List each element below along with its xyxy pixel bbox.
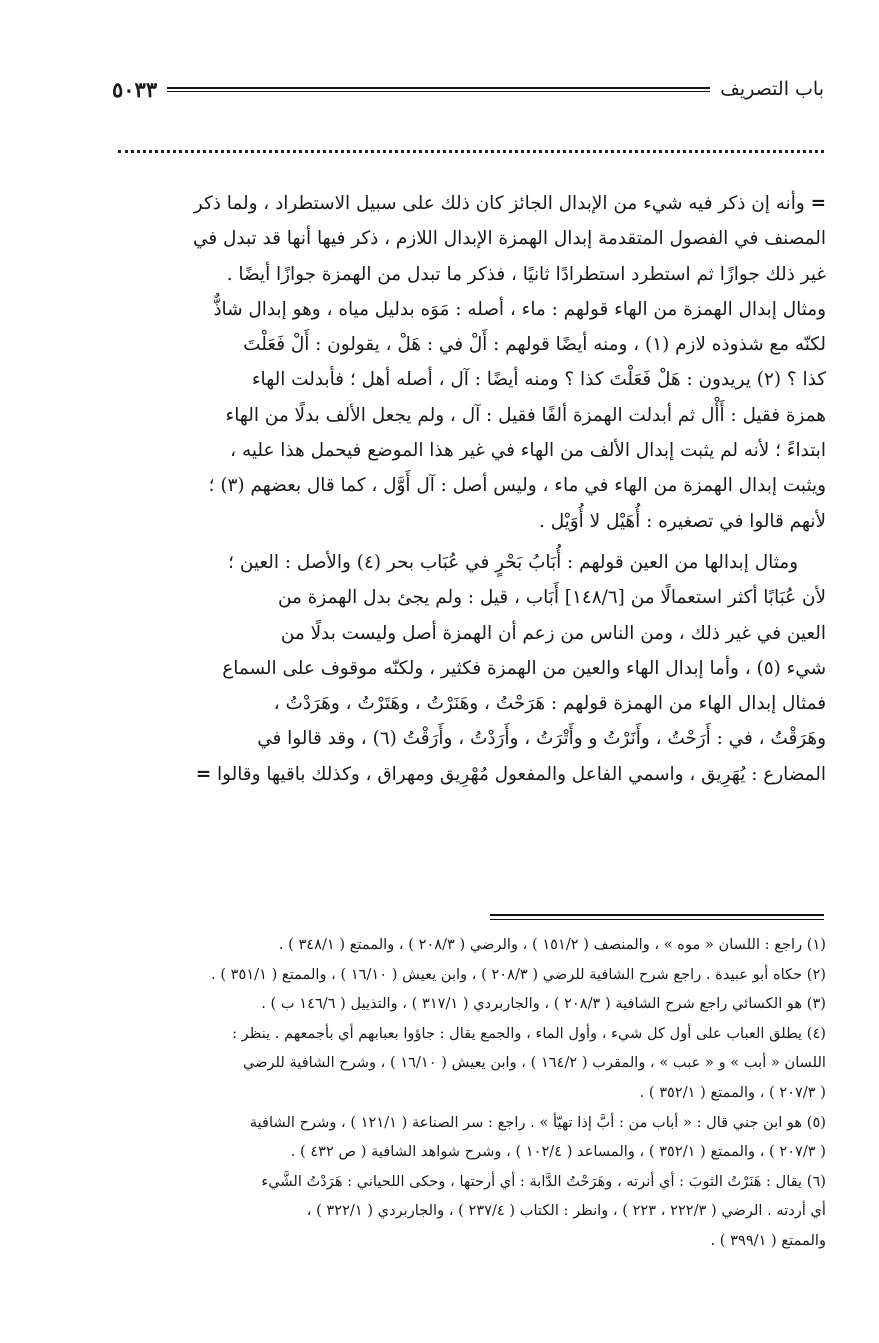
footnote-line: ( ٢٠٧/٣ ) ، والممتع ( ٣٥٢/١ ) ، والمساعد ( ١٠٢/٤ ) ، وشرح شواهد الشافية ( ص ٤٣٢ ) . <box>290 1143 826 1161</box>
footnote-line: اللسان « أبب » و « عبب » ، والمقرب ( ١٦٤/٢ ) ، وابن يعيش ( ١٦/١٠ ) ، وشرح الشافية للرضي <box>242 1054 826 1072</box>
footnote-line: ( ٢٠٧/٣ ) ، والممتع ( ٣٥٢/١ ) . <box>639 1083 826 1101</box>
text-line: العين في غير ذلك ، ومن الناس من زعم أن الهمزة أصل وليست بدلًا من <box>280 622 826 644</box>
text-line: لأنهم قالوا في تصغيره : أُهَيْل لا أُوَيْل . <box>539 510 826 532</box>
footnote-line: (٣) هو الكسائي راجع شرح الشافية ( ٢٠٨/٣ ) ، والجاربردي ( ٣١٧/١ ) ، والتذييل ( ١٤٦/٦ ب ) . <box>261 995 826 1013</box>
header-rule <box>167 87 710 92</box>
page-number: ٥٠٣٣ <box>112 76 158 102</box>
dotted-separator <box>118 150 824 153</box>
text-line: وهَرَقْتُ ، في : أَرَحْتُ ، وأَنَرْتُ و وأَتْرَتُ ، وأَرَدْتُ ، وأَرَقْتُ (٦) ، وقد قالوا في <box>257 728 826 750</box>
footnote-line: أي أردته . الرضي ( ٢٢٢/٣ ، ٢٢٣ ) ، وانظر : الكتاب ( ٢٣٧/٤ ) ، والجاربردي ( ٣٢٢/١ ) ، <box>306 1202 826 1220</box>
text-line: المضارع : يُهَرِيق ، واسمي الفاعل والمفعول مُهْرِيق ومهراق ، وكذلك باقيها وقالوا = <box>195 763 826 785</box>
continuation-mark: = <box>810 193 826 214</box>
text-line: فمثال إبدال الهاء من الهمزة قولهم : هَرَحْتُ ، وهَنَرْتُ ، وهَتَرْتُ ، وهَرَدْتُ ، <box>273 693 826 715</box>
text-line: لكنّه مع شذوذه لازم (١) ، ومنه أيضًا قولهم : أَلْ في : هَلْ ، يقولون : أَلْ فَعَلْتَ <box>243 334 826 356</box>
footnote-line: (٦) يقال : هَنَرْتُ الثوبَ : أي أنرته ، وهَرَحْتُ الدَّابة : أي أرحتها ، وحكى اللحياني : هَرَدْتُ الشَّيء <box>261 1172 826 1190</box>
footnote-separator <box>490 914 824 920</box>
chapter-title: باب التصريف <box>720 78 824 100</box>
text-line: ويثبت إبدال الهمزة من الهاء في ماء ، وليس أصل : آل أَوَّل ، كما قال بعضهم (٣) ؛ <box>208 475 826 497</box>
running-header <box>112 74 824 104</box>
text-line: ومثال إبدال الهمزة من الهاء قولهم : ماء ، أصله : مَوَه بدليل مياه ، وهو إبدال شاذٌّ <box>213 298 826 320</box>
footnote-line: (٤) يطلق العباب على أول كل شيء ، وأول الماء ، والجمع يقال : جاؤوا بعبابهم أي بأجمعهم . ينظر : <box>232 1024 826 1042</box>
footnote-line: (٥) هو ابن جني قال : « أباب من : أبَّ إذا تهيّأ » . راجع : سر الصناعة ( ١٢١/١ ) ، وشرح الشافية <box>249 1113 826 1131</box>
footnote-line: والممتع ( ٣٩٩/١ ) . <box>710 1231 826 1249</box>
text-line: ابتداءً ؛ لأنه لم يثبت إبدال الألف من الهاء في غير هذا الموضع فيحمل هذا عليه ، <box>230 440 826 462</box>
footnote-line: (١) راجع : اللسان « موه » ، والمنصف ( ١٥١/٢ ) ، والرضي ( ٢٠٨/٣ ) ، والممتع ( ٣٤٨/١ ) . <box>278 936 826 953</box>
continuation-mark: = <box>195 763 212 785</box>
text-line: كذا ؟ (٢) يريدون : هَلْ فَعَلْتَ كذا ؟ ومنه أيضًا : آل ، أصله أهل ؛ فأبدلت الهاء <box>251 369 826 391</box>
text-line: همزة فقيل : أَأْل ثم أبدلت الهمزة ألفًا فقيل : آل ، ولم يجعل الألف بدلًا من الهاء <box>225 404 826 426</box>
footnotes <box>110 930 826 1256</box>
main-text <box>108 186 826 792</box>
footnote-line: (٢) حكاه أبو عبيدة . راجع شرح الشافية للرضي ( ٢٠٨/٣ ) ، وابن يعيش ( ١٦/١٠ ) ، والممتع ( ٣٥١/١ ) . <box>211 965 826 983</box>
text-line: لأن عُبَابًا أكثر استعمالًا من [١٤٨/٦] أَبَاب ، قيل : ولم يجئ بدل الهمزة من <box>277 587 826 609</box>
text-line: ومثال إبدالها من العين قولهم : أُبَابُ بَحْرٍ في عُبَاب بحر (٤) والأصل : العين ؛ <box>228 551 798 573</box>
text-line: = وأنه إن ذكر فيه شيء من الإبدال الجائز كان ذلك على سبيل الاستطراد ، ولما ذكر <box>193 193 826 214</box>
text-line: شيء (٥) ، وأما إبدال الهاء والعين من الهمزة فكثير ، ولكنّه موقوف على السماع <box>222 657 826 679</box>
text-line: المصنف في الفصول المتقدمة إبدال الهمزة الإبدال اللازم ، ذكر فيها أنها قد تبدل في <box>193 228 826 250</box>
text-line: غير ذلك جوازًا ثم استطرد استطرادًا ثانيًا ، فذكر ما تبدل من الهمزة جوازًا أيضًا . <box>226 263 826 285</box>
